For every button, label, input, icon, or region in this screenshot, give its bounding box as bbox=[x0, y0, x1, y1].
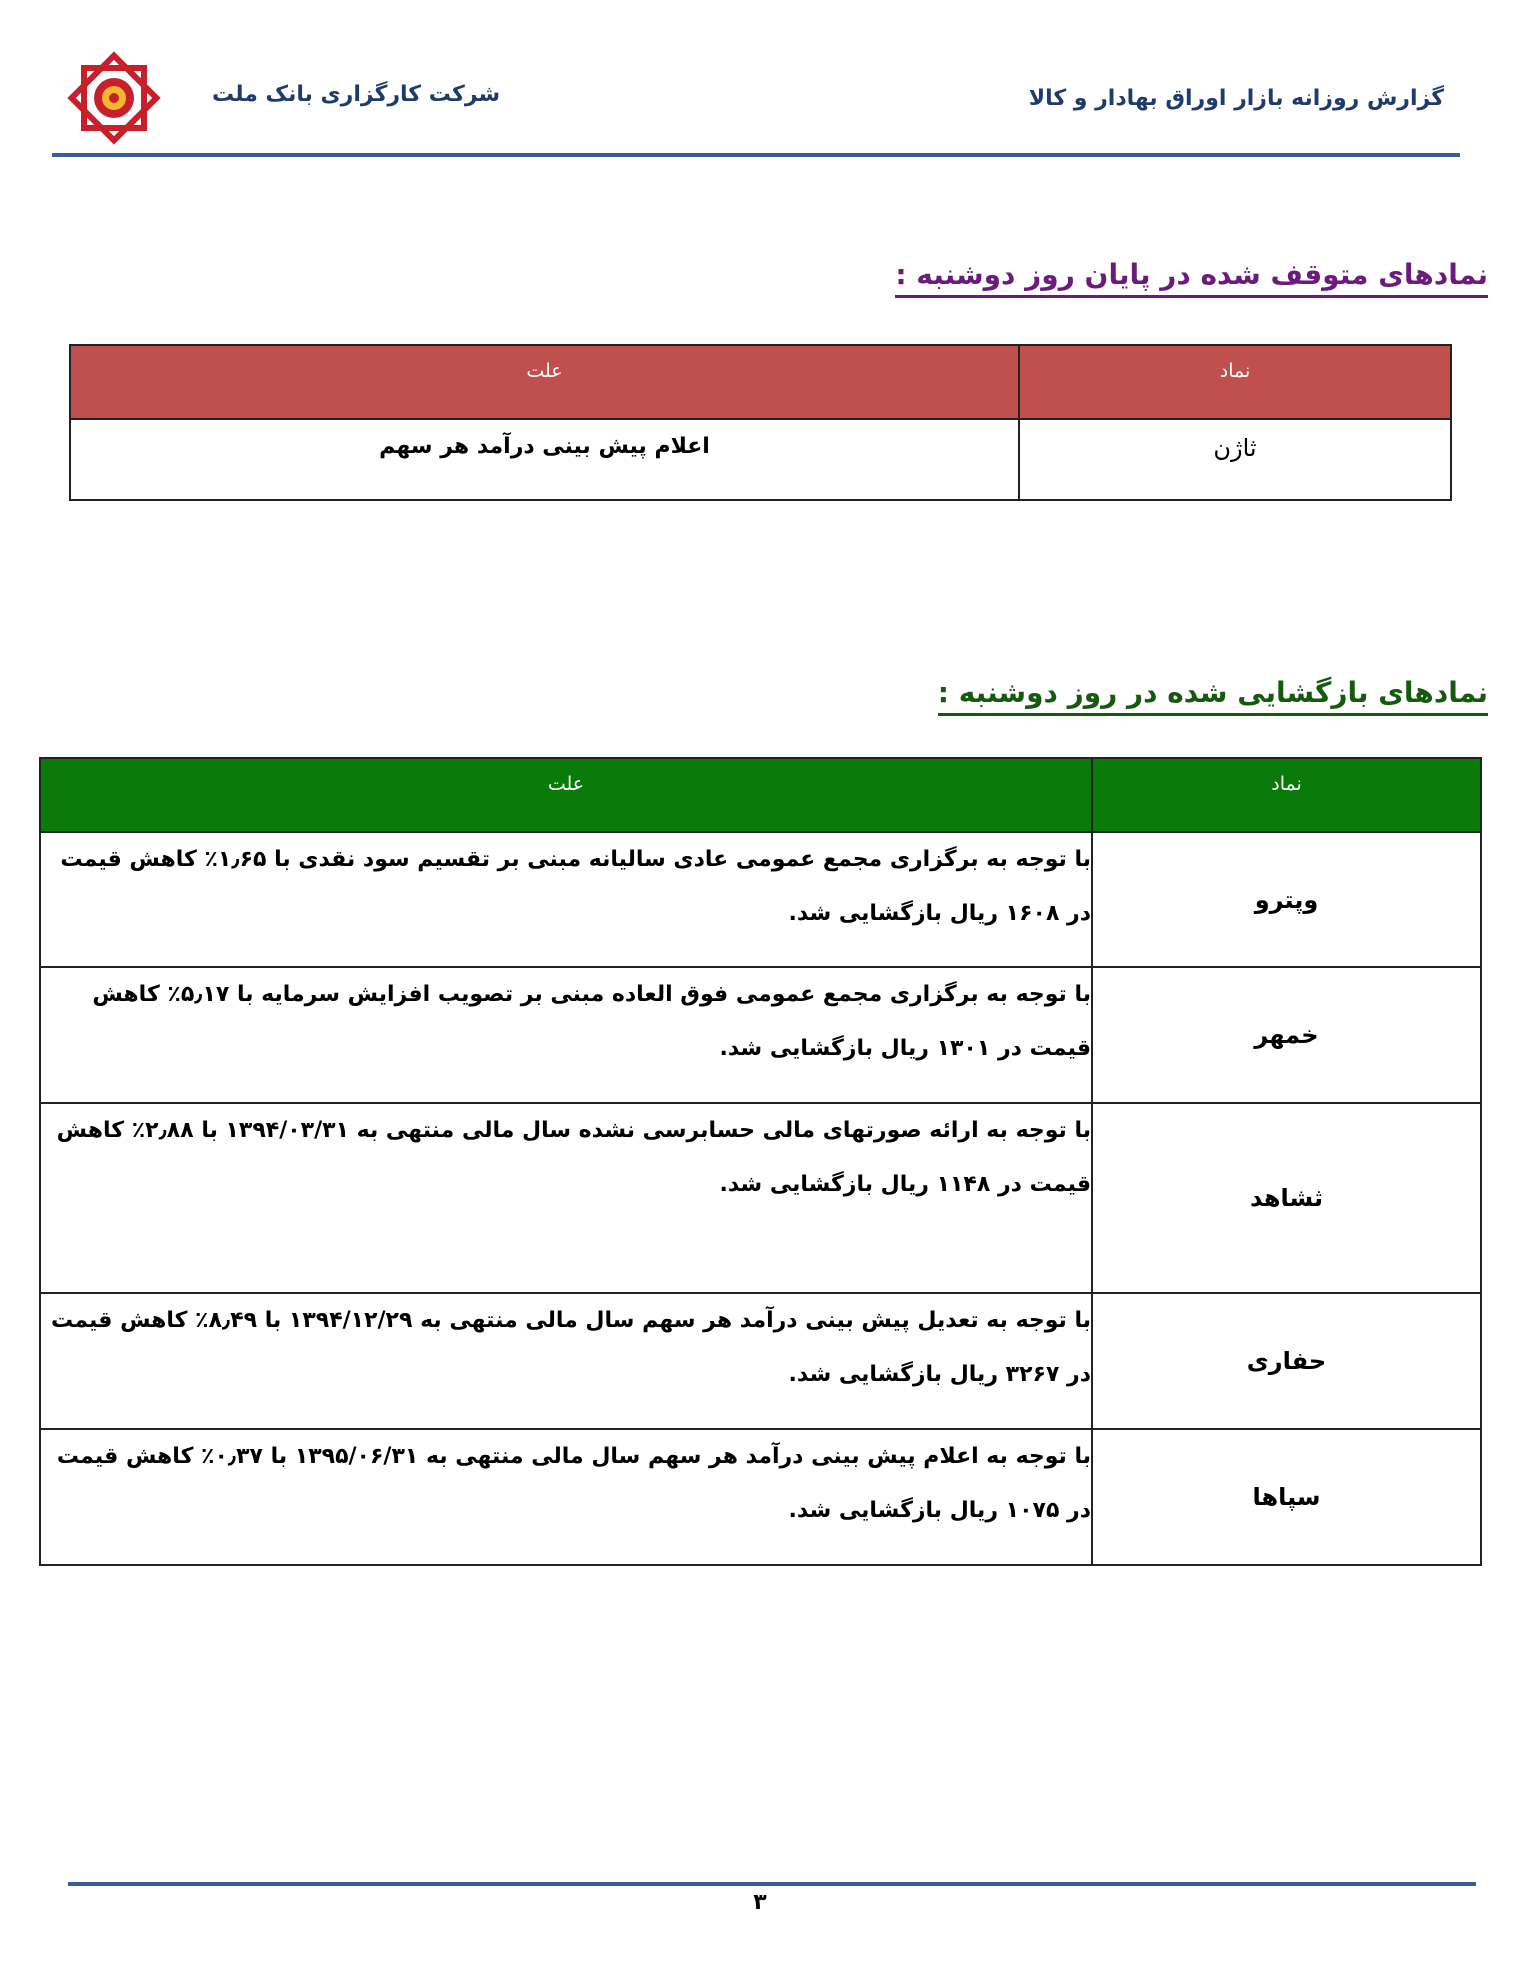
table-row bbox=[40, 832, 1481, 967]
footer-divider bbox=[68, 1882, 1476, 1886]
halted-symbols-table bbox=[69, 344, 1452, 501]
symbol-cell: ثشاهد bbox=[1092, 1103, 1481, 1293]
symbol-cell: وپترو bbox=[1092, 832, 1481, 967]
table-row bbox=[40, 1103, 1481, 1293]
table-row bbox=[40, 1429, 1481, 1565]
reopened-section-heading: نمادهای بازگشایی شده در روز دوشنبه : bbox=[938, 676, 1488, 716]
reason-cell: با توجه به برگزاری مجمع عمومی عادی سالیانه مبنی بر تقسیم سود نقدی با ۱٫۶۵٪ کاهش قیمت در ۱۶۰۸ ریال بازگشایی شد. bbox=[40, 832, 1092, 967]
symbol-cell: ثاژن bbox=[1019, 419, 1451, 500]
bank-mellat-logo-icon bbox=[62, 46, 166, 150]
table-row bbox=[40, 967, 1481, 1103]
symbol-cell: خمهر bbox=[1092, 967, 1481, 1103]
company-name: شرکت کارگزاری بانک ملت bbox=[212, 82, 501, 107]
table-header-row bbox=[70, 345, 1451, 419]
reason-column-header: علت bbox=[70, 345, 1019, 419]
reason-column-header: علت bbox=[40, 758, 1092, 832]
reason-cell: اعلام پیش بینی درآمد هر سهم bbox=[70, 419, 1019, 500]
reopened-symbols-table bbox=[39, 757, 1482, 1566]
table-row bbox=[70, 419, 1451, 500]
reason-cell: با توجه به تعدیل پیش بینی درآمد هر سهم سال مالی منتهی به ۱۳۹۴/۱۲/۲۹ با ۸٫۴۹٪ کاهش قیمت در ۳۲۶۷ ریال بازگشایی شد. bbox=[40, 1293, 1092, 1429]
symbol-column-header: نماد bbox=[1019, 345, 1451, 419]
table-row bbox=[40, 1293, 1481, 1429]
halted-section-heading: نمادهای متوقف شده در پایان روز دوشنبه : bbox=[895, 258, 1488, 298]
reason-cell: با توجه به ارائه صورتهای مالی حسابرسی نشده سال مالی منتهی به ۱۳۹۴/۰۳/۳۱ با ۲٫۸۸٪ کاهش قیمت در ۱۱۴۸ ریال بازگشایی شد. bbox=[40, 1103, 1092, 1293]
page-number: ۳ bbox=[753, 1890, 767, 1915]
header-divider bbox=[52, 153, 1460, 157]
report-title: گزارش روزانه بازار اوراق بهادار و کالا bbox=[1028, 86, 1444, 111]
reason-cell: با توجه به برگزاری مجمع عمومی فوق العاده مبنی بر تصویب افزایش سرمایه با ۵٫۱۷٪ کاهش قیمت در ۱۳۰۱ ریال بازگشایی شد. bbox=[40, 967, 1092, 1103]
symbol-cell: سپاها bbox=[1092, 1429, 1481, 1565]
reason-cell: با توجه به اعلام پیش بینی درآمد هر سهم سال مالی منتهی به ۱۳۹۵/۰۶/۳۱ با ۰٫۳۷٪ کاهش قیمت در ۱۰۷۵ ریال بازگشایی شد. bbox=[40, 1429, 1092, 1565]
table-header-row bbox=[40, 758, 1481, 832]
symbol-cell: حفاری bbox=[1092, 1293, 1481, 1429]
symbol-column-header: نماد bbox=[1092, 758, 1481, 832]
